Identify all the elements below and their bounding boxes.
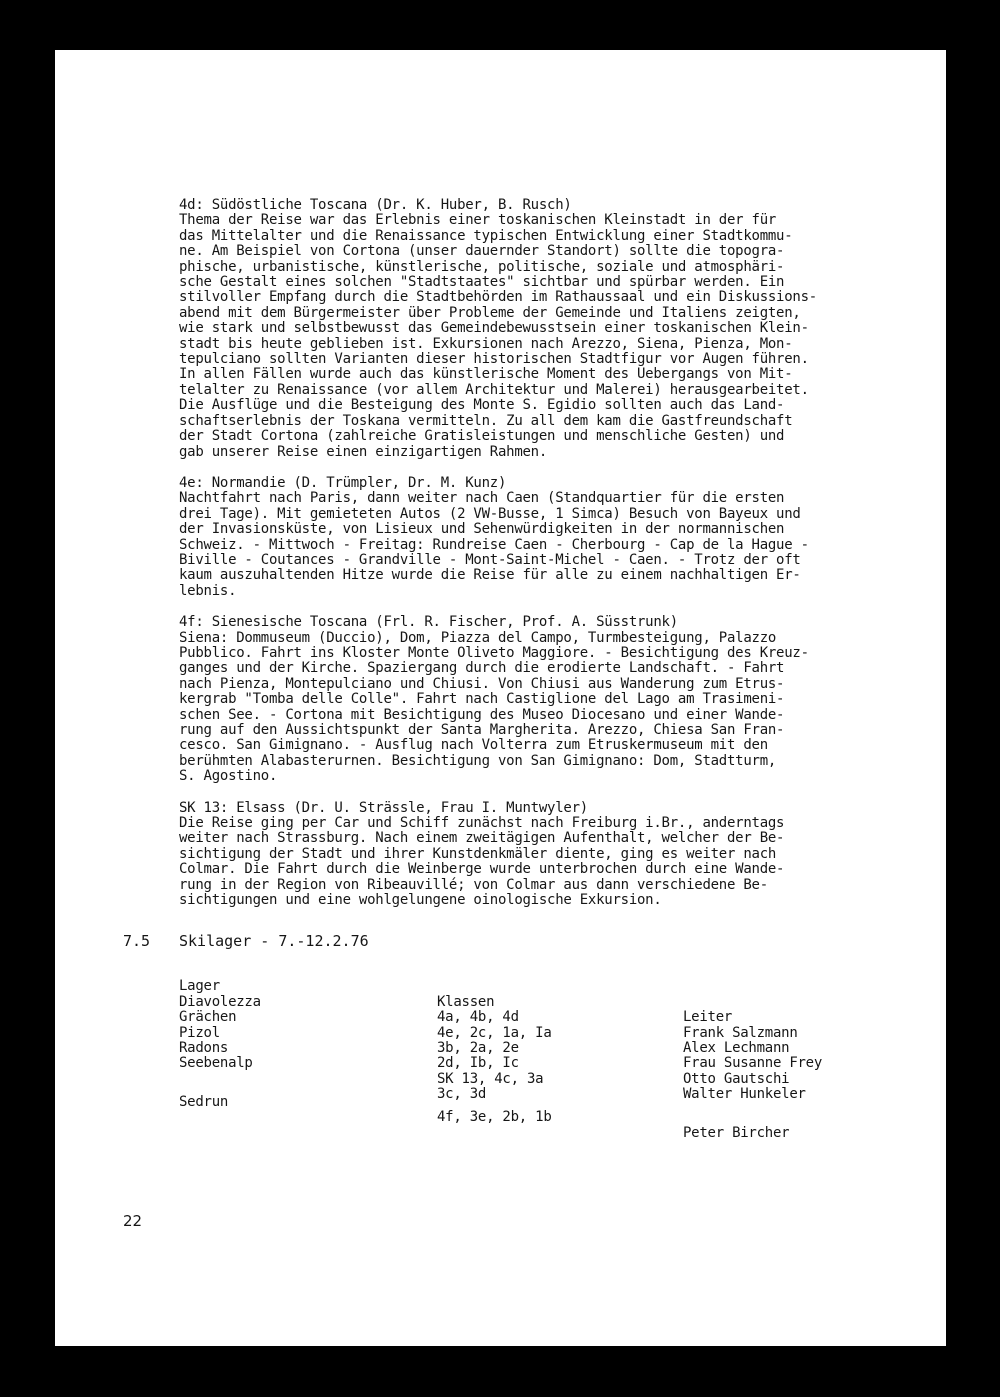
header-lager: Lager (179, 978, 220, 995)
section-body: Thema der Reise war das Erlebnis einer toskanischen Kleinstadt in der für das Mittelalter und die Renaissance typischen Entwicklung einer Stadtkommu- ne. Am Beispiel von Cortona (unser dauernder Standort) sollte die topogra- phische, urbanistische, künstlerische, politische, soziale und atmosphäri- sche Gestalt eines solchen "Stadtstaates" sichtbar und spürbar werden. Ein stilvoller Empfang durch die Stadtbehörden im Rathaussaal und ein Diskussions- abend mit dem Bürgermeister über Probleme der Gemeinde und Italiens zeigten, wie stark und selbstbewusst das Gemeindebewusstsein einer toskanischen Klein- stadt bis heute geblieben ist. Exkursionen nach Arezzo, Siena, Pienza, Mon- tepulciano sollten Varianten dieser historischen Stadtfigur vor Augen führen. In allen Fällen wurde auch das künstlerische Moment des Uebergangs von Mit- telalter zu Renaissance (vor allem Architektur und Malerei) herausgearbeitet. Die Ausflüge und die Besteigung des Monte S. Egidio sollten auch das Land- schaftserlebnis der Toskana vermitteln. Zu all dem kam die Gastfreundschaft der Stadt Cortona (zahlreiche Gratisleistungen und menschliche Gesten) und gab unserer Reise einen einzigartigen Rahmen. (179, 212, 817, 460)
section-4f (179, 615, 909, 784)
section-body: Die Reise ging per Car und Schiff zunächst nach Freiburg i.Br., anderntags weiter nach Strassburg. Nach einem zweitägigen Aufenthalt, welcher der Be- sichtigung der Stadt und ihrer Kunstdenkmäler diente, ging es weiter nach Colmar. Die Fahrt durch die Weinberge wurde unterbrochen durch eine Wande- rung in der Region von Ribeauvillé; von Colmar aus dann verschiedene Be- sichtigungen und eine wohlgelungene oinologische Exkursion. (179, 815, 785, 909)
leiter-cell: Frank Salzmann (683, 1024, 798, 1041)
section-body: Nachtfahrt nach Paris, dann weiter nach Caen (Standquartier für die ersten drei Tage). Mit gemieteten Autos (2 VW-Busse, 1 Simca) Besuch von Bayeux und der Invasionsküste, von Lisieux und Sehenwürdigkeiten in der normannischen Schweiz. - Mittwoch - Freitag: Rundreise Caen - Cherbourg - Cap de la Hague - Biville - Coutances - Grandville - Mont-Saint-Michel - Caen. - Trotz der oft kaum auszuhaltenden Hitze wurde die Reise für alle zu einem nachhaltigen Er- lebnis. (179, 490, 809, 599)
section-sk13 (179, 801, 909, 909)
klassen-cell: 3b, 2a, 2e (437, 1039, 519, 1056)
lager-cell: Seebenalp (179, 1055, 253, 1072)
klassen-cell: 4e, 2c, 1a, Ia (437, 1024, 552, 1041)
header-leiter: Leiter (683, 1009, 733, 1026)
section-4e (179, 476, 909, 599)
klassen-cell: SK 13, 4c, 3a (437, 1070, 544, 1087)
leiter-cell: Peter Bircher (683, 1124, 790, 1141)
klassen-cell: 4a, 4b, 4d (437, 1009, 519, 1026)
lager-cell: Grächen (179, 1009, 237, 1026)
klassen-cell: 4f, 3e, 2b, 1b (437, 1109, 552, 1126)
klassen-cell: 2d, Ib, Ic (437, 1055, 519, 1072)
leiter-cell: Frau Susanne Frey (683, 1055, 823, 1072)
section-heading: 4d: Südöstliche Toscana (Dr. K. Huber, B. Rusch) (179, 197, 572, 213)
section-body: Siena: Dommuseum (Duccio), Dom, Piazza del Campo, Turmbesteigung, Palazzo Pubblico. Fahrt ins Kloster Monte Oliveto Maggiore. - Besichtigung des Kreuz- ganges und der Kirche. Spaziergang durch die erodierte Landschaft. - Fahrt nach Pienza, Montepulciano und Chiusi. Von Chiusi aus Wanderung zum Etrus- kergrab "Tomba delle Colle". Fahrt nach Castiglione del Lago am Trasimeni- schen See. - Cortona mit Besichtigung des Museo Diocesano und einer Wande- rung auf den Aussichtspunkt der Santa Margherita. Arezzo, Chiesa San Fran- cesco. San Gimignano. - Ausflug nach Volterra zum Etruskermuseum mit den berühmten Alabasterurnen. Besichtigung von San Gimignano: Dom, Stadtturm, S. Agostino. (179, 629, 809, 785)
lager-cell: Pizol (179, 1024, 220, 1041)
document-page (55, 50, 946, 1346)
leiter-cell: Alex Lechmann (683, 1040, 790, 1056)
lager-cell: Radons (179, 1039, 229, 1056)
leiter-cell: Otto Gautschi (683, 1070, 790, 1087)
leiter-cell: Walter Hunkeler (683, 1086, 806, 1103)
skilager-table (179, 964, 823, 1141)
page-number: 22 (123, 1212, 143, 1230)
skilager-title: Skilager - 7.-12.2.76 (179, 932, 369, 950)
section-heading: 4f: Sienesische Toscana (Frl. R. Fischer, Prof. A. Süsstrunk) (179, 614, 678, 631)
section-heading: SK 13: Elsass (Dr. U. Strässle, Frau I. Muntwyler) (179, 799, 588, 816)
klassen-cell: 3c, 3d (437, 1086, 487, 1103)
section-heading: 4e: Normandie (D. Trümpler, Dr. M. Kunz) (179, 474, 507, 491)
lager-cell: Diavolezza (179, 993, 261, 1010)
excursion-reports (179, 198, 909, 924)
header-klassen: Klassen (437, 993, 495, 1010)
section-number: 7.5 (123, 932, 151, 950)
skilager-heading (123, 932, 369, 950)
section-4d (179, 198, 909, 460)
lager-cell: Sedrun (179, 1093, 229, 1110)
